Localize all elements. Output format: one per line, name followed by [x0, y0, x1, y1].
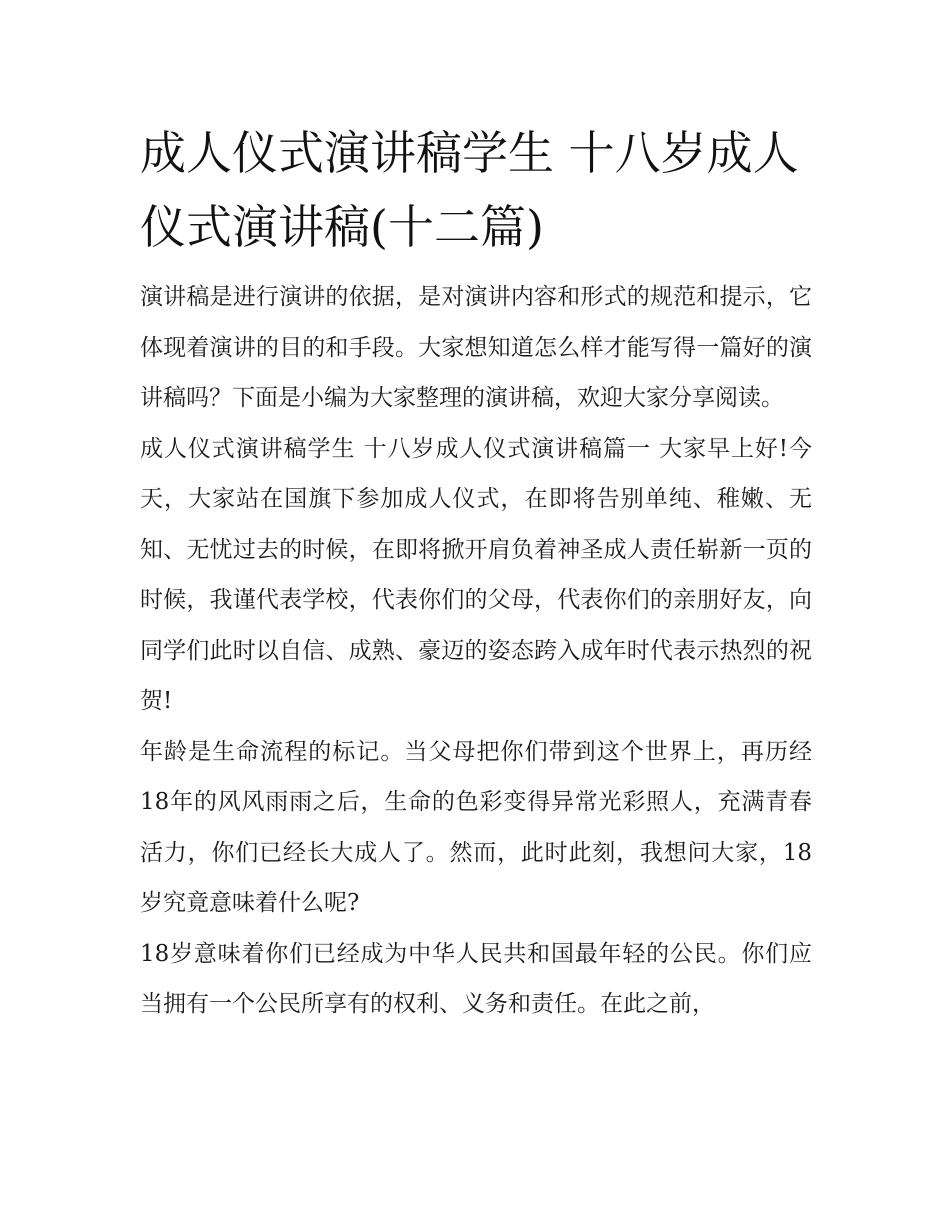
paragraph-citizen: 18岁意味着你们已经成为中华人民共和国最年轻的公民。你们应当拥有一个公民所享有的权利、义务和责任。在此之前，: [140, 940, 812, 1017]
document-title: 成人仪式演讲稿学生 十八岁成人仪式演讲稿(十二篇): [140, 126, 799, 254]
paragraph-intro: 演讲稿是进行演讲的依据，是对演讲内容和形式的规范和提示，它体现着演讲的目的和手段。大家想知道怎么样才能写得一篇好的演讲稿吗？下面是小编为大家整理的演讲稿，欢迎大家分享阅读。: [140, 284, 812, 411]
paragraph-age-meaning: 年龄是生命流程的标记。当父母把你们带到这个世界上，再历经18年的风风雨雨之后，生命的色彩变得异常光彩照人，充满青春活力，你们已经长大成人了。然而，此时此刻，我想问大家，18岁究竟意味着什么呢?: [140, 738, 812, 916]
document-body: [140, 116, 812, 1030]
paragraph-speech-opening: 成人仪式演讲稿学生 十八岁成人仪式演讲稿篇一 大家早上好!今天，大家站在国旗下参加成人仪式，在即将告别单纯、稚嫩、无知、无忧过去的时候，在即将掀开肩负着神圣成人责任崭新一页的时候，我谨代表学校，代表你们的父母，代表你们的亲朋好友，向同学们此时以自信、成熟、豪迈的姿态跨入成年时代表示热烈的祝贺!: [140, 435, 812, 714]
